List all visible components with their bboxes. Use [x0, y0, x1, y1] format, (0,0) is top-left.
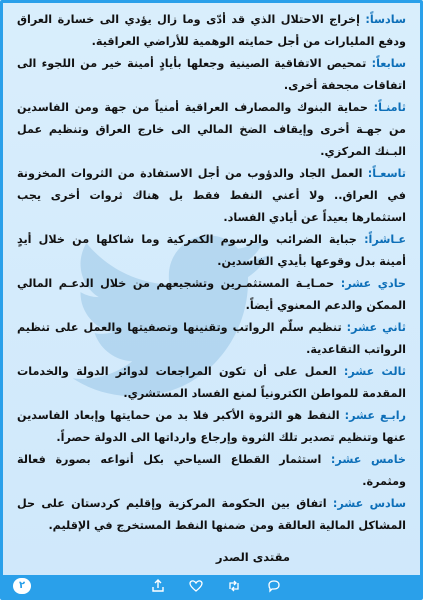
- point-13-text: العمل على أن تكون المراجعات لدوائر الدولة والخدمات المقدمة للمواطن الكترونياً لمنع الفساد المستشري.: [17, 365, 406, 400]
- point-12-text: تنظيم سلّم الرواتب وتقنينها وتصفيتها والعمل على تنظيم الرواتب التقاعدية.: [17, 321, 406, 356]
- statement-body: [17, 9, 406, 537]
- page-number-badge: ٢: [13, 578, 31, 594]
- point-9-text: العمل الجاد والدؤوب من أجل الاستفادة من الثروات المخزونة في العراق.. ولا أعني النفط فقط بل هناك ثروات أخرى يجب استثمارها بعيداً عن أيادي الفساد.: [17, 167, 406, 224]
- reply-icon[interactable]: [267, 579, 281, 593]
- point-12: [17, 317, 406, 361]
- point-8: [17, 97, 406, 163]
- point-10: [17, 229, 406, 273]
- point-10-text: جباية الضرائب والرسوم الكمركية وما شاكلها من خلال أيدٍ أمينة بدل وقوعها بأيدي الفاسدين.: [17, 233, 406, 268]
- heart-icon[interactable]: [189, 579, 203, 593]
- point-11-lead: حادي عشر:: [340, 277, 406, 290]
- point-8-text: حماية البنوك والمصارف العراقية أمنياً من جهة ومن الفاسدين من جهـة أخرى وإيقاف الضخ المالي الى خارج العراق وتنظيم عمل البـنك المركزي.: [17, 101, 406, 158]
- retweet-icon[interactable]: [227, 579, 241, 593]
- point-14-lead: رابـع عشر:: [344, 409, 406, 422]
- share-icon[interactable]: [151, 579, 165, 593]
- point-7-lead: سابعاً:: [371, 57, 406, 70]
- point-8-lead: ثامنـاً:: [373, 101, 406, 114]
- point-16-lead: سادس عشر:: [332, 497, 406, 510]
- point-15: [17, 449, 406, 493]
- tweet-action-bar: [3, 575, 420, 597]
- point-7-text: تمحيص الاتفاقية الصينية وجعلها بأيادٍ أمينة خير من اللجوء الى اتفاقات مجحفة أخرى.: [17, 57, 406, 92]
- point-9: [17, 163, 406, 229]
- point-10-lead: عـاشراً:: [364, 233, 406, 246]
- point-14-text: النفط هو الثروة الأكبر فلا بد من حمايتها وإبعاد الفاسدين عنها وتنظيم تصدير تلك الثروة وإرجاع وارداتها الى الدولة حصراً.: [17, 409, 406, 444]
- point-15-text: استثمار القطاع السياحي بكل أنواعه بصورة فعالة ومثمرة.: [17, 453, 406, 488]
- point-6: [17, 9, 406, 53]
- point-6-lead: سادساً:: [365, 13, 406, 26]
- point-6-text: إخراج الاحتلال الذي قد أدّى وما زال يؤدي الى خسارة العراق ودفع المليارات من أجل حمايته الوهمية للأراضي العراقية.: [17, 13, 406, 48]
- point-13: [17, 361, 406, 405]
- point-7: [17, 53, 406, 97]
- point-11-text: حمـايـة المستثمـرين وتشجيعهم من خلال الدعـم المالي الممكن والدعم المعنوي أيضاً.: [17, 277, 406, 312]
- signature: مقتدى الصدر: [215, 550, 290, 564]
- point-9-lead: تاسعـاً:: [367, 167, 406, 180]
- point-15-lead: خامس عشر:: [330, 453, 406, 466]
- point-13-lead: ثالث عشر:: [343, 365, 406, 378]
- point-16-text: اتفاق بين الحكومة المركزية وإقليم كردستان على حل المشاكل المالية العالقة ومن ضمنها النفط المستخرج في الإقليم.: [17, 497, 406, 532]
- point-14: [17, 405, 406, 449]
- point-11: [17, 273, 406, 317]
- point-16: [17, 493, 406, 537]
- point-12-lead: ثاني عشر:: [346, 321, 406, 334]
